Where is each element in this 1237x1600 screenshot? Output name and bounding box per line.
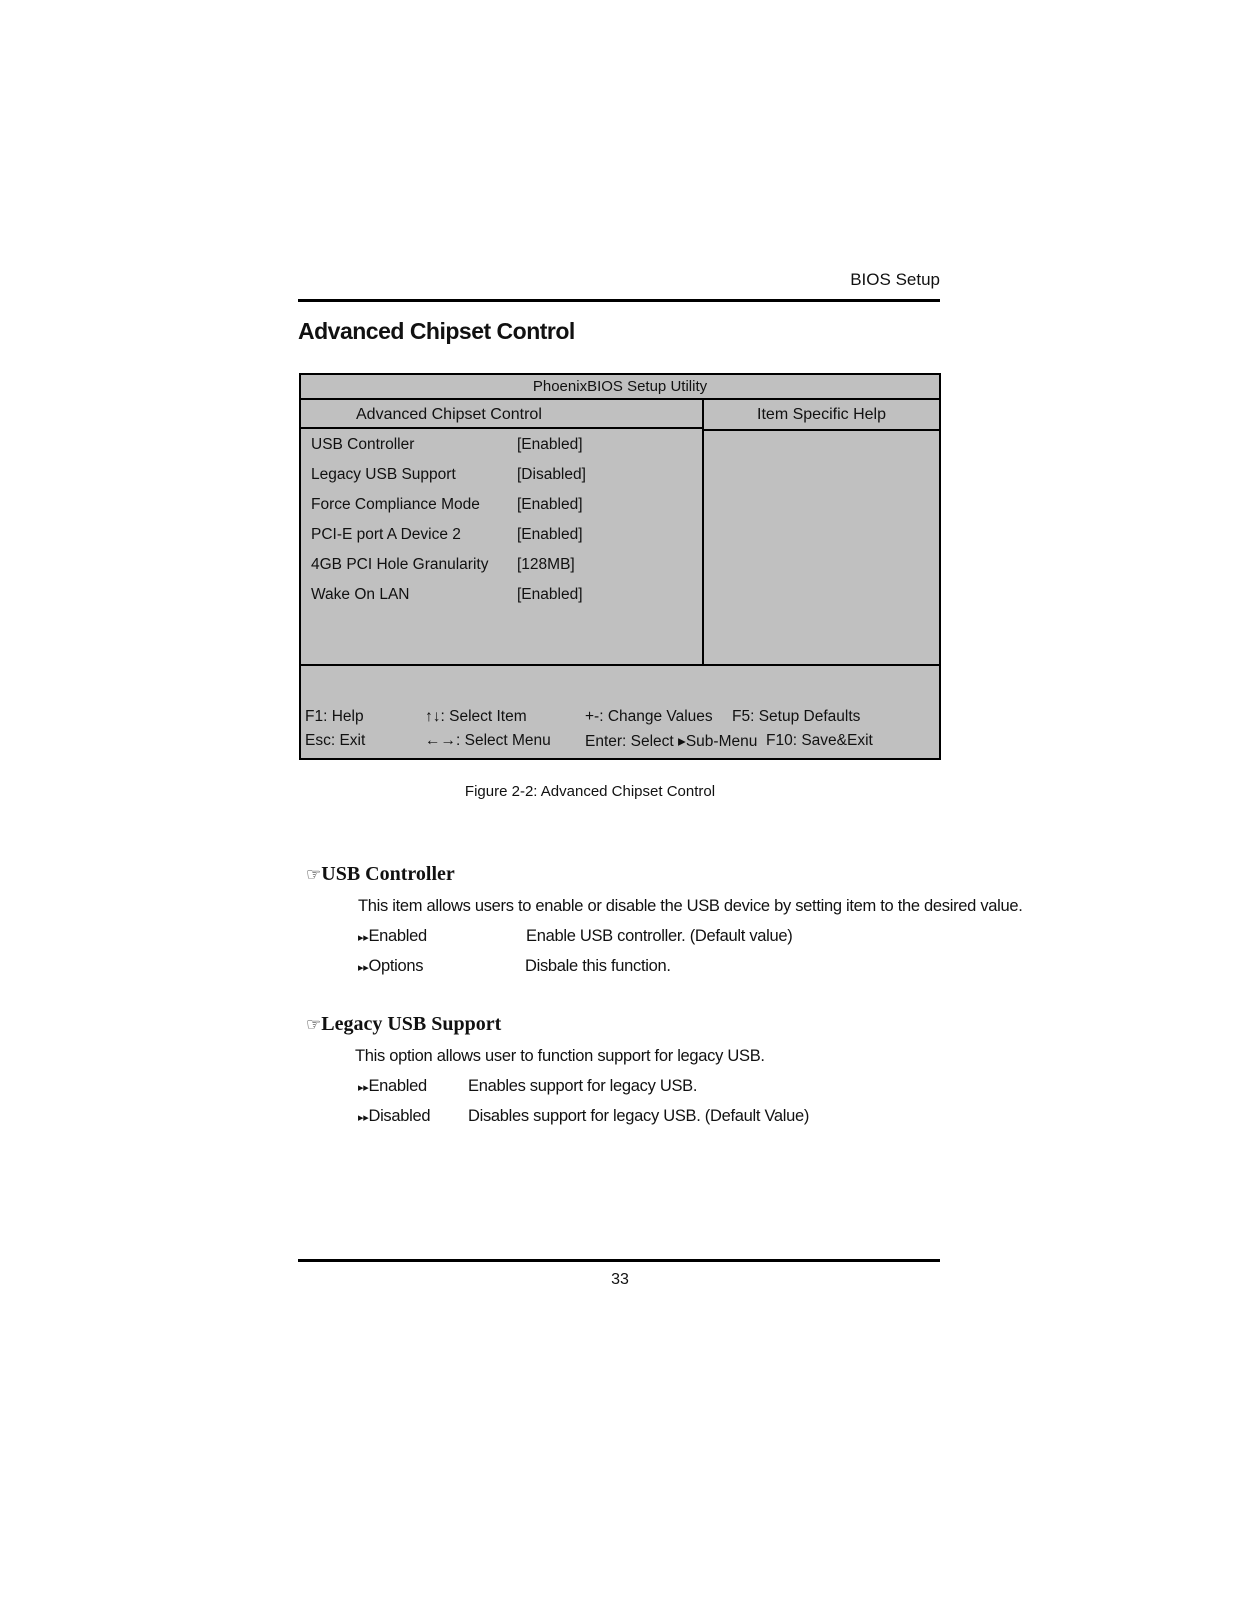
bios-item-4gb-pci-hole-granularity[interactable]: 4GB PCI Hole Granularity bbox=[311, 556, 489, 573]
bios-value-legacy-usb-support[interactable]: [Disabled] bbox=[517, 466, 586, 483]
section-title-text: USB Controller bbox=[321, 863, 455, 885]
bios-key-select-item: ↑↓: Select Item bbox=[425, 708, 527, 725]
section-title-text: Legacy USB Support bbox=[321, 1013, 502, 1035]
bios-help-title: Item Specific Help bbox=[704, 400, 939, 431]
section-title-legacy-usb-support bbox=[306, 1013, 501, 1036]
bios-utility-title: PhoenixBIOS Setup Utility bbox=[301, 375, 939, 400]
option-name: ▸▸Enabled bbox=[358, 1077, 427, 1095]
page-title: Advanced Chipset Control bbox=[298, 318, 575, 344]
bios-key-exit: Esc: Exit bbox=[305, 732, 366, 749]
bios-item-force-compliance-mode[interactable]: Force Compliance Mode bbox=[311, 496, 480, 513]
option-description: Enables support for legacy USB. bbox=[468, 1077, 698, 1095]
footer-rule bbox=[298, 1259, 940, 1262]
section-description: This option allows user to function support for legacy USB. bbox=[355, 1047, 765, 1065]
bios-value-usb-controller[interactable]: [Enabled] bbox=[517, 436, 583, 453]
bios-key-setup-defaults: F5: Setup Defaults bbox=[732, 708, 861, 725]
option-name: ▸▸Options bbox=[358, 957, 424, 975]
bios-footer-divider bbox=[301, 664, 939, 666]
double-arrow-icon: ▸▸ bbox=[358, 932, 369, 944]
bios-item-legacy-usb-support[interactable]: Legacy USB Support bbox=[311, 466, 456, 483]
bios-menu-title: Advanced Chipset Control bbox=[301, 400, 702, 429]
pointing-hand-icon: ☞ bbox=[306, 865, 322, 884]
bios-key-save-exit: F10: Save&Exit bbox=[766, 732, 873, 749]
bios-item-wake-on-lan[interactable]: Wake On LAN bbox=[311, 586, 410, 603]
figure-caption: Figure 2-2: Advanced Chipset Control bbox=[464, 783, 716, 800]
bios-column-divider bbox=[702, 400, 704, 664]
option-description: Enable USB controller. (Default value) bbox=[526, 927, 793, 945]
bios-key-help: F1: Help bbox=[305, 708, 364, 725]
bios-value-pcie-port-a-device-2[interactable]: [Enabled] bbox=[517, 526, 583, 543]
double-arrow-icon: ▸▸ bbox=[358, 1082, 369, 1094]
header-rule bbox=[298, 299, 940, 302]
option-name: ▸▸Disabled bbox=[358, 1107, 431, 1125]
section-title-usb-controller bbox=[306, 863, 455, 886]
bios-key-enter-submenu: Enter: Select ▸Sub-Menu bbox=[585, 733, 758, 750]
double-arrow-icon: ▸▸ bbox=[358, 1112, 369, 1124]
bios-value-wake-on-lan[interactable]: [Enabled] bbox=[517, 586, 583, 603]
option-description: Disables support for legacy USB. (Default Value) bbox=[468, 1107, 810, 1125]
pointing-hand-icon: ☞ bbox=[306, 1015, 322, 1034]
bios-key-select-menu: ←→: Select Menu bbox=[425, 732, 551, 749]
double-arrow-icon: ▸▸ bbox=[358, 962, 369, 974]
option-name: ▸▸Enabled bbox=[358, 927, 427, 945]
bios-value-4gb-pci-hole-granularity[interactable]: [128MB] bbox=[517, 556, 575, 573]
option-description: Disbale this function. bbox=[525, 957, 671, 975]
bios-value-force-compliance-mode[interactable]: [Enabled] bbox=[517, 496, 583, 513]
bios-setup-screen bbox=[299, 373, 941, 760]
bios-item-usb-controller[interactable]: USB Controller bbox=[311, 436, 415, 453]
section-description: This item allows users to enable or disable the USB device by setting item to the desired value. bbox=[358, 897, 1023, 915]
page-number: 33 bbox=[611, 1271, 629, 1288]
running-header: BIOS Setup bbox=[850, 270, 940, 289]
bios-item-pcie-port-a-device-2[interactable]: PCI-E port A Device 2 bbox=[311, 526, 461, 543]
bios-key-change-values: +-: Change Values bbox=[585, 708, 713, 725]
